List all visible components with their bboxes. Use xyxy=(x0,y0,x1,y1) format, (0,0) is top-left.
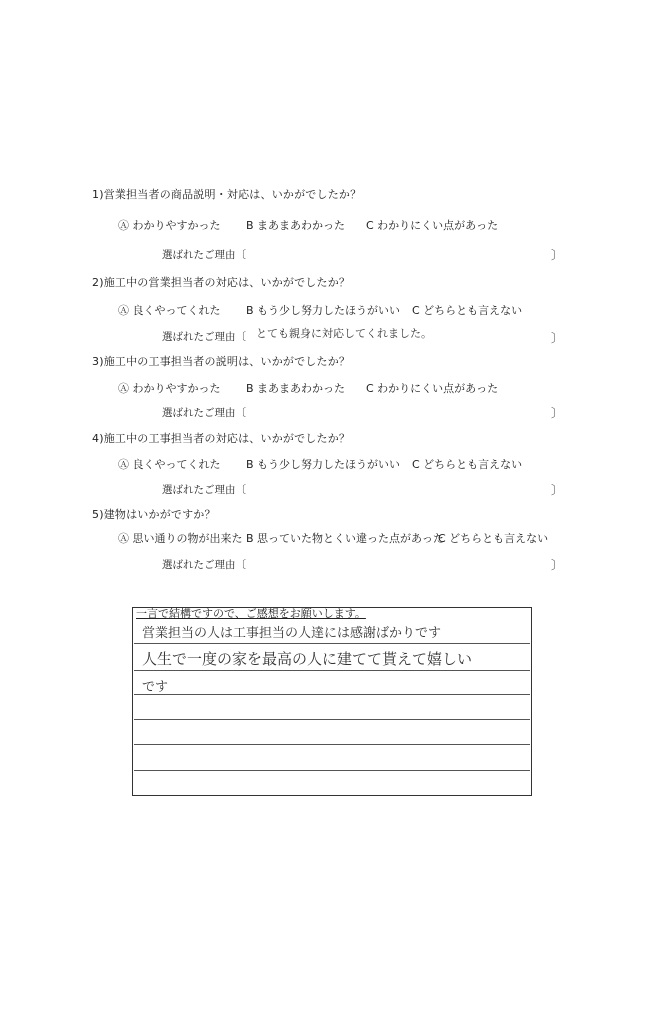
q2-reason-label: 選ばれたご理由〔 xyxy=(162,331,246,343)
comment-title: 一言で結構ですので、ご感想をお願いします。 xyxy=(136,607,366,620)
comment-rule xyxy=(134,719,530,720)
q5-reason-label: 選ばれたご理由〔 xyxy=(162,559,246,571)
q5-option-a: Ⓐ 思い通りの物が出来た xyxy=(118,532,243,545)
comment-line-3: です xyxy=(142,680,169,695)
q2-option-c: C どちらとも言えない xyxy=(412,304,523,317)
question-3: 3)施工中の工事担当者の説明は、いかがでしたか？ xyxy=(92,355,351,368)
question-1: 1)営業担当者の商品説明・対応は、いかがでしたか？ xyxy=(92,188,362,201)
q1-reason-label: 選ばれたご理由〔 xyxy=(162,249,246,261)
q4-reason-label: 選ばれたご理由〔 xyxy=(162,484,246,496)
q3-option-c: C わかりにくい点があった xyxy=(366,382,499,395)
q1-option-b: B まあまあわかった xyxy=(246,219,346,232)
q3-option-b: B まあまあわかった xyxy=(246,382,346,395)
q5-option-b: B 思っていた物とくい違った点があった xyxy=(246,532,444,545)
comment-line-1: 営業担当の人は工事担当の人達には感謝ばかりです xyxy=(142,626,442,641)
q5-option-c: C どちらとも言えない xyxy=(438,532,549,545)
q4-bracket-close: 〕 xyxy=(551,483,564,497)
q4-option-a: Ⓐ 良くやってくれた xyxy=(118,458,221,471)
q5-bracket-close: 〕 xyxy=(551,558,564,572)
q3-option-a: Ⓐ わかりやすかった xyxy=(118,382,221,395)
q2-bracket-close: 〕 xyxy=(551,331,564,345)
q1-bracket-close: 〕 xyxy=(551,248,564,262)
question-4: 4)施工中の工事担当者の対応は、いかがでしたか？ xyxy=(92,432,351,445)
q2-option-a: Ⓐ 良くやってくれた xyxy=(118,304,221,317)
comment-rule xyxy=(134,744,530,745)
question-2: 2)施工中の営業担当者の対応は、いかがでしたか？ xyxy=(92,276,351,289)
comment-rule xyxy=(134,694,530,695)
comment-line-2: 人生で一度の家を最高の人に建てて貰えて嬉しい xyxy=(142,650,473,668)
comment-rule xyxy=(134,670,530,671)
q1-option-a: Ⓐ わかりやすかった xyxy=(118,219,221,232)
question-5: 5)建物はいかがですか？ xyxy=(92,508,216,521)
q1-option-c: C わかりにくい点があった xyxy=(366,219,499,232)
q4-option-b: B もう少し努力したほうがいい xyxy=(246,458,401,471)
q3-reason-label: 選ばれたご理由〔 xyxy=(162,407,246,419)
q2-option-b: B もう少し努力したほうがいい xyxy=(246,304,401,317)
q4-option-c: C どちらとも言えない xyxy=(412,458,523,471)
comment-rule xyxy=(134,770,530,771)
q3-bracket-close: 〕 xyxy=(551,406,564,420)
q2-reason-handwritten: とても親身に対応してくれました。 xyxy=(256,327,432,340)
comment-rule xyxy=(134,643,530,644)
